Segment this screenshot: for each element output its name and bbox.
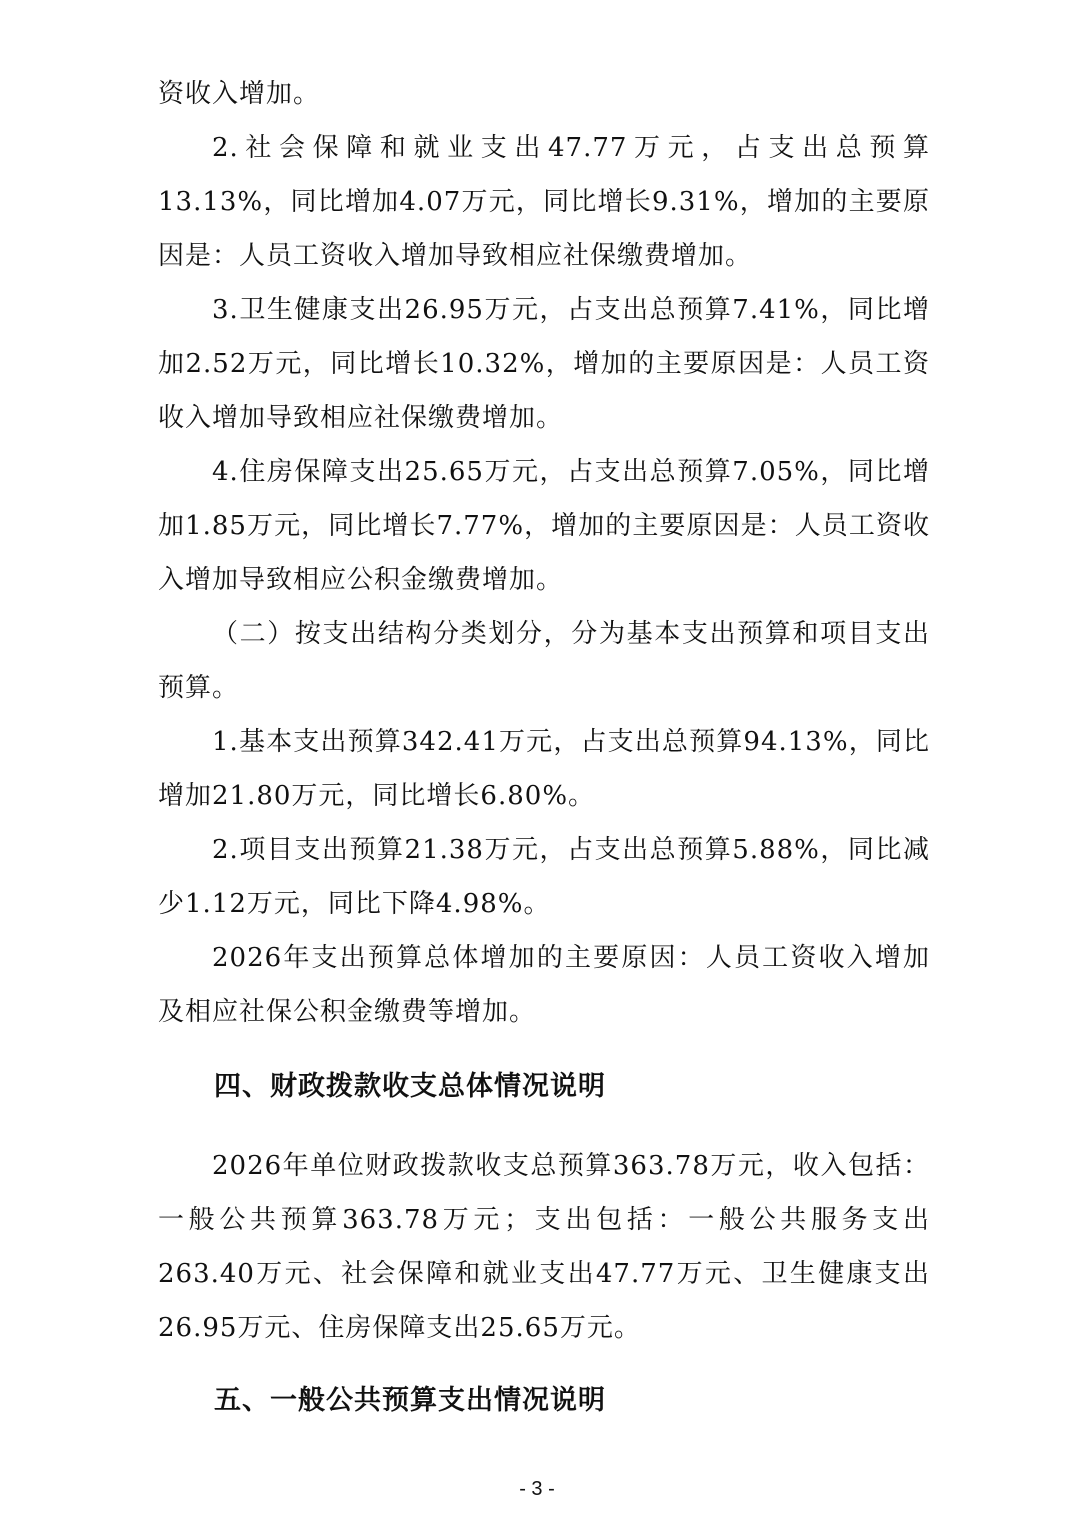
paragraph-basic-expenditure: 1.基本支出预算342.41万元，占支出总预算94.13%，同比增加21.80万元，同比增长6.80%。: [158, 727, 930, 811]
paragraph-project-expenditure: 2.项目支出预算21.38万元，占支出总预算5.88%，同比减少1.12万元，同比下降4.98%。: [158, 835, 930, 919]
paragraph-housing: 4.住房保障支出25.65万元，占支出总预算7.05%，同比增加1.85万元，同比增长7.77%，增加的主要原因是：人员工资收入增加导致相应公积金缴费增加。: [158, 457, 930, 595]
paragraph-health: 3.卫生健康支出26.95万元，占支出总预算7.41%，同比增加2.52万元，同比增长10.32%，增加的主要原因是：人员工资收入增加导致相应社保缴费增加。: [158, 295, 930, 433]
section-5-heading: 五、一般公共预算支出情况说明: [214, 1385, 606, 1416]
paragraph-continuation: 资收入增加。: [158, 79, 321, 109]
paragraph-fiscal-overview: 2026年单位财政拨款收支总预算363.78万元，收入包括：一般公共预算363.78万元；支出包括：一般公共服务支出263.40万元、社会保障和就业支出47.77万元、卫生健康支出26.95万元、住房保障支出25.65万元。: [158, 1151, 930, 1343]
paragraph-social-security: 2.社会保障和就业支出47.77万元，占支出总预算13.13%，同比增加4.07万元，同比增长9.31%，增加的主要原因是：人员工资收入增加导致相应社保缴费增加。: [158, 133, 930, 271]
page-number: - 3 -: [519, 1478, 555, 1500]
paragraph-overall-increase: 2026年支出预算总体增加的主要原因：人员工资收入增加及相应社保公积金缴费等增加。: [158, 943, 930, 1027]
section-4-heading: 四、财政拨款收支总体情况说明: [214, 1071, 606, 1102]
paragraph-structure-classification: （二）按支出结构分类划分，分为基本支出预算和项目支出预算。: [158, 619, 930, 703]
